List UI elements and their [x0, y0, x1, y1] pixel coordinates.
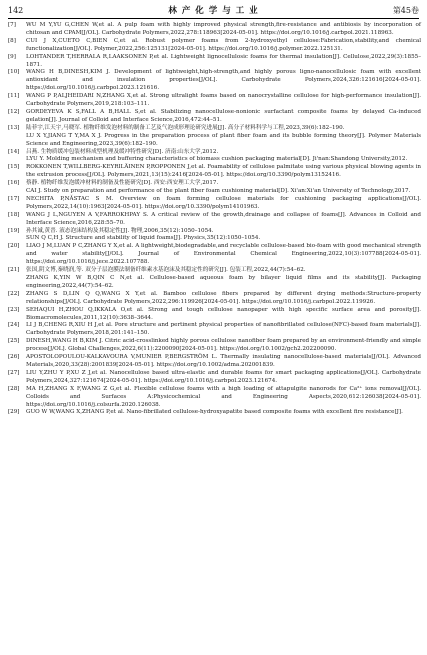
- page-header: [8, 4, 419, 19]
- page-number: 142: [8, 6, 24, 15]
- reference-number: [7]: [8, 22, 16, 28]
- reference-number: [27]: [8, 369, 20, 376]
- reference-entry: [8, 180, 421, 188]
- reference-entry: [8, 149, 421, 157]
- reference-text: WANG J L,NGUYEN A V,FARROKHPAY S. A critical review of the growth,drainage and collapse of foams[J]. Advances in Colloid and Interface Science,2016,228:55–70.: [26, 211, 421, 226]
- reference-entry: [8, 338, 421, 354]
- reference-text: 陆菲宇,江天宇,马晓军. 植物纤维发泡材料的制备工艺及气泡成形理论研究进展[J]. 高分子材料科学与工程,2023,39(6):182–190.: [26, 124, 345, 131]
- reference-number: [28]: [8, 385, 20, 392]
- reference-number: [22]: [8, 290, 20, 297]
- reference-entry: [8, 22, 421, 38]
- reference-entry: [8, 109, 421, 125]
- reference-number: [17]: [8, 195, 20, 202]
- reference-text: 吕燕. 生物质缓冲包装材料成型机理及缓冲特性研究[D]. 济南:山东大学,2012.: [26, 148, 219, 155]
- reference-number: [16]: [8, 180, 20, 187]
- reference-text: APOSTOLOPOULOU-KALKAVOURA V,MUNIER P,BERGSTRÖM L. Thermally insulating nanocellulose-based materials[J/OL]. Advanced Materials,2020,33(28):2001839[2024-05-01]. https://doi.org/10.1002/adma.202001839.: [26, 354, 421, 368]
- reference-entry: [8, 164, 421, 180]
- reference-number: [10]: [8, 69, 20, 76]
- reference-entry: [8, 69, 421, 93]
- reference-entry: [8, 291, 421, 307]
- reference-number: [8]: [8, 37, 16, 44]
- reference-entry: [8, 409, 421, 417]
- reference-entry: [8, 322, 421, 338]
- reference-text: LI J B,CHENG R,XIU H J,et al. Pore structure and pertinent physical properties of nanofibrillated cellulose(NFC)-based foam materials[J]. Carbohydrate Polymers,2018,201:141–150.: [26, 322, 421, 337]
- reference-text: DINESH,WANG H B,KIM J. Citric acid-crosslinked highly porous cellulose nanofiber foam prepared by an environment-friendly and simple process[J/OL]. Global Challenges,2022,6(11):2200090[2024-05-01]. https://doi.org/10.1002/gch2.202200090.: [26, 338, 421, 353]
- reference-text: SEHAQUI H,ZHOU Q,IKKALA O,et al. Strong and tough cellulose nanopaper with high specific surface area and porosity[J]. Biomacromolecules,2011,12(10):3638–3644.: [26, 306, 421, 321]
- reference-number: [18]: [8, 211, 20, 218]
- reference-text: LIAO J M,LUAN P C,ZHANG Y X,et al. A lightweight,biodegradable,and recyclable cellulose-based bio-foam with good mechanical strength and water stability[J/OL]. Journal of Environmental Chemical Engineering,2022,10(3):107788[2024-05-01]. https://doi.org/10.1016/j.jece.2022.107788.: [26, 243, 421, 266]
- reference-entry: [8, 38, 421, 54]
- reference-text: GUO W W,WANG X,ZHANG P,et al. Nano-fibrillated cellulose-hydroxyapatite based composite foams with excellent fire resistance[J].: [26, 409, 403, 416]
- reference-number: [23]: [8, 306, 20, 313]
- reference-text: 张国,阴文博,秦晓润,等. 双分子层泡膜法制备纤维素水基泡沫及其稳定性的研究[J]. 包装工程,2022,44(7):54–62.: [26, 267, 306, 274]
- reference-text: NECHITA P,NĂSTAC S M. Overview on foam forming cellulose materials for cushioning packaging applications[J/OL]. Polymers,2022,14(10):1963[2024-05-01]. https://doi.org/10.3390/polym14101963.: [26, 195, 421, 210]
- reference-number: [15]: [8, 164, 20, 171]
- reference-list: [8, 22, 421, 417]
- reference-text: ROKKONEN T,WILLBERG-KEYRILÄINEN P,ROPPONEN J,et al. Foamability of cellulose palmitate using various physical blowing agents in the extrusion process[J/OL]. Polymers,2021,13(15):2416[2024-05-01]. https://doi.org/10.3390/polym13152416.: [26, 164, 421, 179]
- reference-entry: [8, 212, 421, 228]
- reference-entry: [8, 243, 421, 267]
- reference-number: [11]: [8, 93, 20, 100]
- reference-entry: [8, 307, 421, 323]
- reference-translation: LYU Y. Molding mechanism and buffering characteristics of biomass cushion packaging material[D]. Ji'nan:Shandong University,2012.: [26, 156, 408, 163]
- reference-text: WANG P P,ALJHEIDARI N,ZHANG X,et al. Strong ultralight foams based on nanocrystalline cellulose for high-performance insulation[J]. Carbohydrate Polymers,2019,218:103–111.: [26, 93, 421, 108]
- journal-title: 林 产 化 学 与 工 业: [168, 6, 259, 16]
- reference-entry: [8, 370, 421, 386]
- reference-text: CUI J X,CUETO C,BIEN C,et al. Robust polymer foams from 2-hydroxyethyl cellulose:Fabrication,stability,and chemical functionalization[J/OL]. Polymer,2022,256:125131[2024-05-01]. https://doi.org/10.1016/j.polymer.2022.125131.: [26, 37, 421, 52]
- reference-text: ZHANG S D,LIN Q Q,WANG X Y,et al. Bamboo cellulose fibers prepared by different drying methods:Structure-property relationships[J/OL]. Carbohydrate Polymers,2022,296:119926[2024-05-01]. https://doi.org/10.1016/j.carbpol.2022.119926.: [26, 290, 421, 305]
- reference-translation: CAI J. Study on preparation and performance of the plant fiber foam cushioning material[D]. Xi'an:Xi'an University of Technology,2017.: [26, 188, 411, 195]
- reference-entry: [8, 93, 421, 109]
- reference-text: LIU Y,ZHU Y P,XU Z J,et al. Nanocellulose based ultra-elastic and durable foams for smart packaging applications[J/OL]. Carbohydrate Polymers,2024,327:121674[2024-05-01]. https://doi.org/10.1016/j.carbpol.2023.121674.: [26, 369, 421, 384]
- reference-text: 蔡静. 植物纤维发泡缓冲材料的制备及性能研究[D]. 西安:西安理工大学,2017.: [26, 180, 219, 187]
- reference-text: 孙其诚,黄晋. 液态泡沫结构及其稳定性[J]. 物理,2006,35(12):1050–1054.: [26, 227, 214, 234]
- reference-number: [19]: [8, 227, 20, 234]
- reference-text: MA H,ZHANG X F,WANG Z G,et al. Flexible cellulose foams with a high loading of attapulgite nanorods for Ca²⁺ ions removal[J/OL]. Colloids and Surfaces A:Physicochemical and Engineering Aspects,2020,612:126038[2024-05-01]. https://doi.org/10.1016/j.colsurfa.2020.126038.: [26, 385, 421, 408]
- reference-number: [14]: [8, 148, 20, 155]
- reference-entry: [8, 354, 421, 370]
- reference-number: [26]: [8, 354, 20, 361]
- reference-entry: [8, 386, 421, 410]
- volume-label: 第45卷: [392, 6, 419, 15]
- reference-translation: SUN Q C,H J. Structure and stability of liquid foams[J]. Physics,35(12):1050–1054.: [26, 235, 261, 242]
- reference-number: [20]: [8, 243, 20, 250]
- reference-number: [21]: [8, 267, 20, 274]
- reference-number: [29]: [8, 409, 20, 416]
- reference-number: [13]: [8, 124, 20, 131]
- reference-text: WANG H B,DINESH,KIM J. Development of lightweight,high-strength,and highly porous ligno-nanocellulosic foam with excellent antioxidant and insulation properties[J/OL]. Carbohydrate Polymers,2024,326:121616[2024-05-01]. https://doi.org/10.1016/j.carbpol.2023.121616.: [26, 69, 421, 92]
- reference-text: LOHTANDER T,HERRALA R,LAAKSONEN P,et al. Lightweight lignocellulosic foams for thermal insulation[J]. Cellulose,2022,29(3):1855–1871.: [26, 53, 421, 68]
- reference-number: [9]: [8, 53, 16, 60]
- reference-translation: ZHANG K,YIN W B,QIN C N,et al. Cellulose-based aqueous foam by bilayer liquid films and its stability[J]. Packaging engineering,2022,44(7):54–62.: [26, 275, 421, 289]
- reference-entry: [8, 267, 421, 275]
- reference-number: [24]: [8, 322, 20, 329]
- reference-number: [12]: [8, 108, 20, 115]
- reference-entry: [8, 54, 421, 70]
- reference-number: [25]: [8, 338, 20, 345]
- reference-entry: [8, 125, 421, 133]
- reference-entry: [8, 228, 421, 236]
- reference-translation: LU X Y,JIANG T Y,MA X J. Progress in the preparation process of plant fiber foam and its bubble forming theory[J]. Polymer Materials Science and Engineering,2023,39(6):182–190.: [26, 132, 421, 147]
- reference-text: GORDEYEVA K S,FALL A B,HALL S,et al. Stabilizing nanocellulose-nonionic surfactant composite foams by delayed Ca-induced gelation[J]. Journal of Colloid and Interface Science,2016,472:44–51.: [26, 108, 421, 123]
- reference-text: WU M Y,YU G,CHEN W,et al. A pulp foam with highly improved physical strength,fire-resistance and antibiosis by incorporation of chitosan and CPAM[J/OL]. Carbohydrate Polymers,2022,278:118963[2024-05-01]. https://doi.org/10.1016/j.carbpol.2021.118963.: [26, 22, 421, 36]
- reference-entry: [8, 196, 421, 212]
